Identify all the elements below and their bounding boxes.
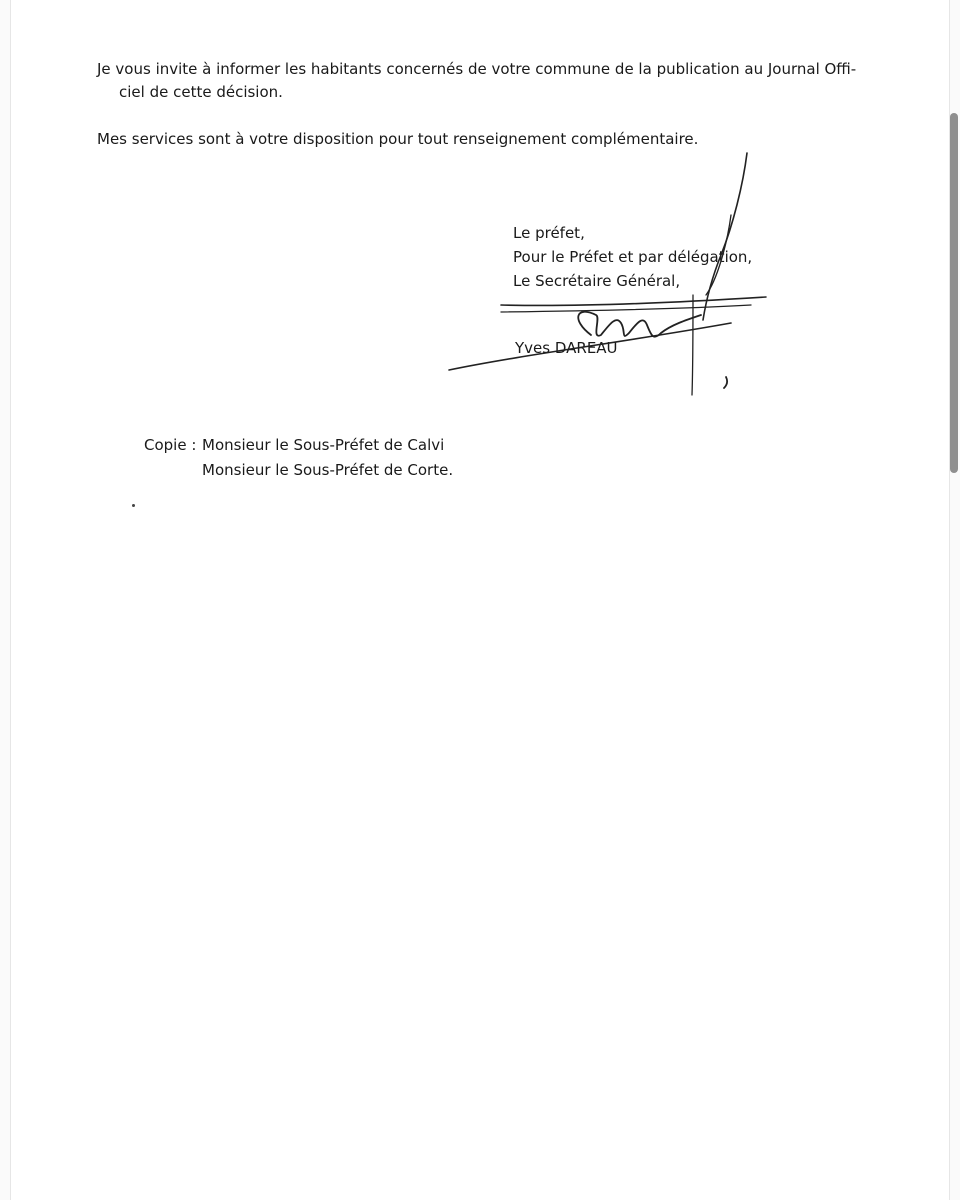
scrollbar-thumb[interactable] [950, 113, 958, 473]
document-page [10, 0, 950, 1200]
scrollbar[interactable] [948, 0, 960, 1200]
copy-recipient: Monsieur le Sous-Préfet de Corte. [202, 461, 454, 479]
delegation-line: Pour le Préfet et par délégation, [513, 248, 753, 266]
copies-section [144, 433, 453, 483]
stray-mark [132, 504, 135, 507]
handwritten-signature [431, 145, 791, 405]
signatory-name: Yves DAREAU [515, 339, 618, 357]
secretary-title: Le Secrétaire Général, [513, 272, 681, 290]
paragraph-inform-line2: ciel de cette décision. [119, 83, 283, 101]
paragraph-inform-line1: Je vous invite à informer les habitants concernés de votre commune de la publication au Journal Offi- [97, 60, 857, 78]
paragraph-services: Mes services sont à votre disposition pour tout renseignement complémentaire. [97, 130, 699, 148]
copies-label: Copie : [144, 436, 197, 454]
signatory-title: Le préfet, [513, 224, 585, 242]
copy-recipient: Monsieur le Sous-Préfet de Calvi [202, 436, 445, 454]
